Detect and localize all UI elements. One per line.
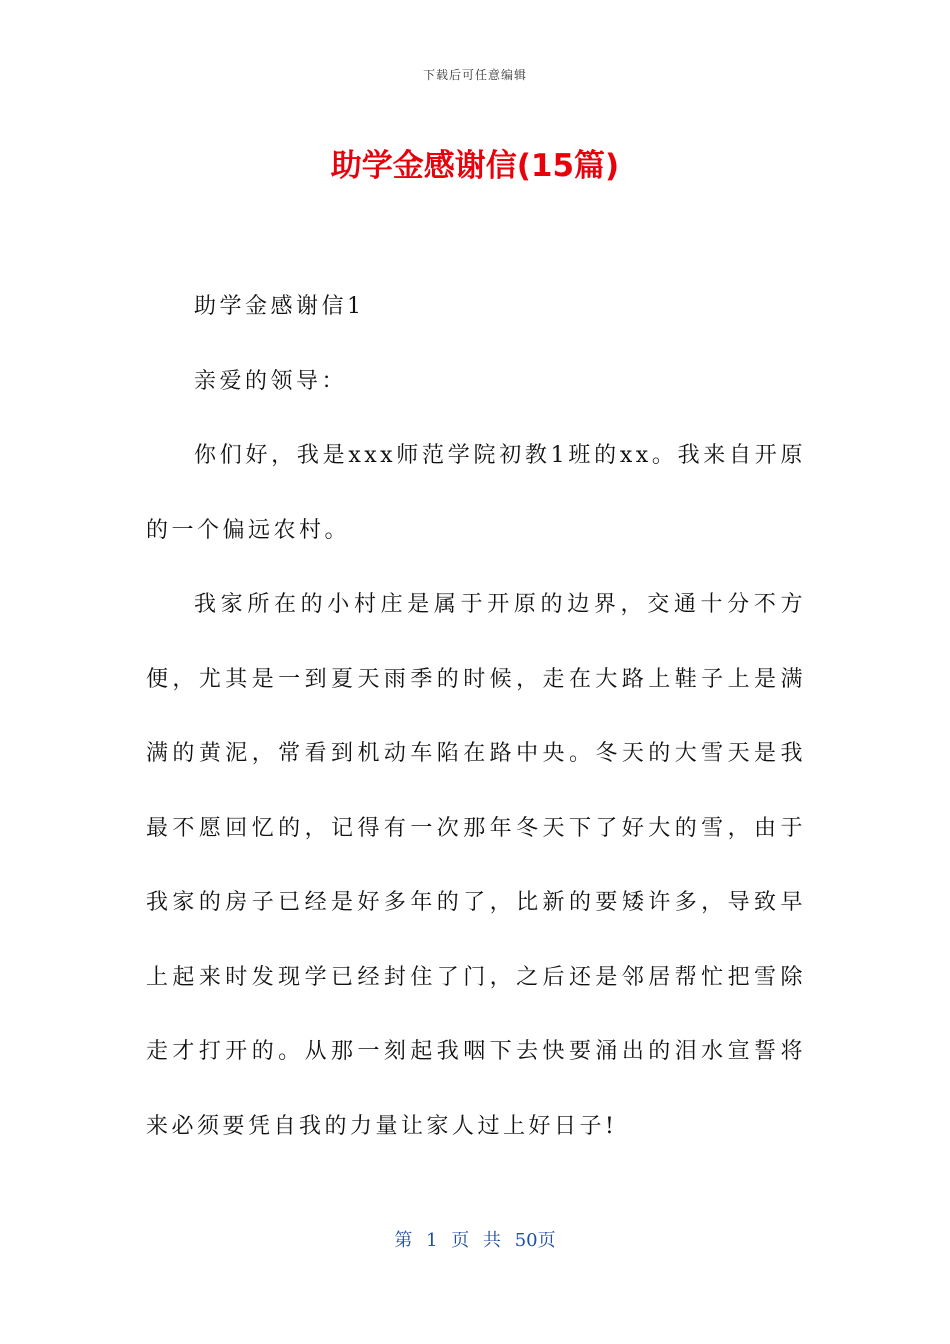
letter-heading: 助学金感谢信1 [194,294,365,319]
footer-total-word: 共 [483,1230,501,1251]
document-body [146,270,806,1164]
body-paragraph: 我家所在的小村庄是属于开原的边界，交通十分不方便，尤其是一到夏天雨季的时候，走在大路上鞋子上是满满的黄泥，常看到机动车陷在路中央。冬天的大雪天是我最不愿回忆的，记得有一次那年冬天下了好大的雪，由于我家的房子已经是好多年的了，比新的要矮许多，导致早上起来时发现学已经封住了门，之后还是邻居帮忙把雪除走才打开的。从那一刻起我咽下去快要涌出的泪水宣誓将来必须要凭自我的力量让家人过上好日子! [146,592,806,1139]
header-note: 下载后可任意编辑 [422,68,527,82]
footer-current-page: 1 [426,1230,438,1251]
letter-salutation: 亲爱的领导： [194,368,348,394]
footer-total-pages: 50页 [514,1230,556,1251]
footer-page-word: 页 [451,1230,470,1251]
footer-prefix: 第 [394,1230,413,1251]
page-footer [0,1226,950,1252]
document-title: 助学金感谢信(15篇) [330,148,620,184]
body-paragraph: 你们好，我是xxx师范学院初教1班的xx。我来自开原的一个偏远农村。 [146,443,806,543]
